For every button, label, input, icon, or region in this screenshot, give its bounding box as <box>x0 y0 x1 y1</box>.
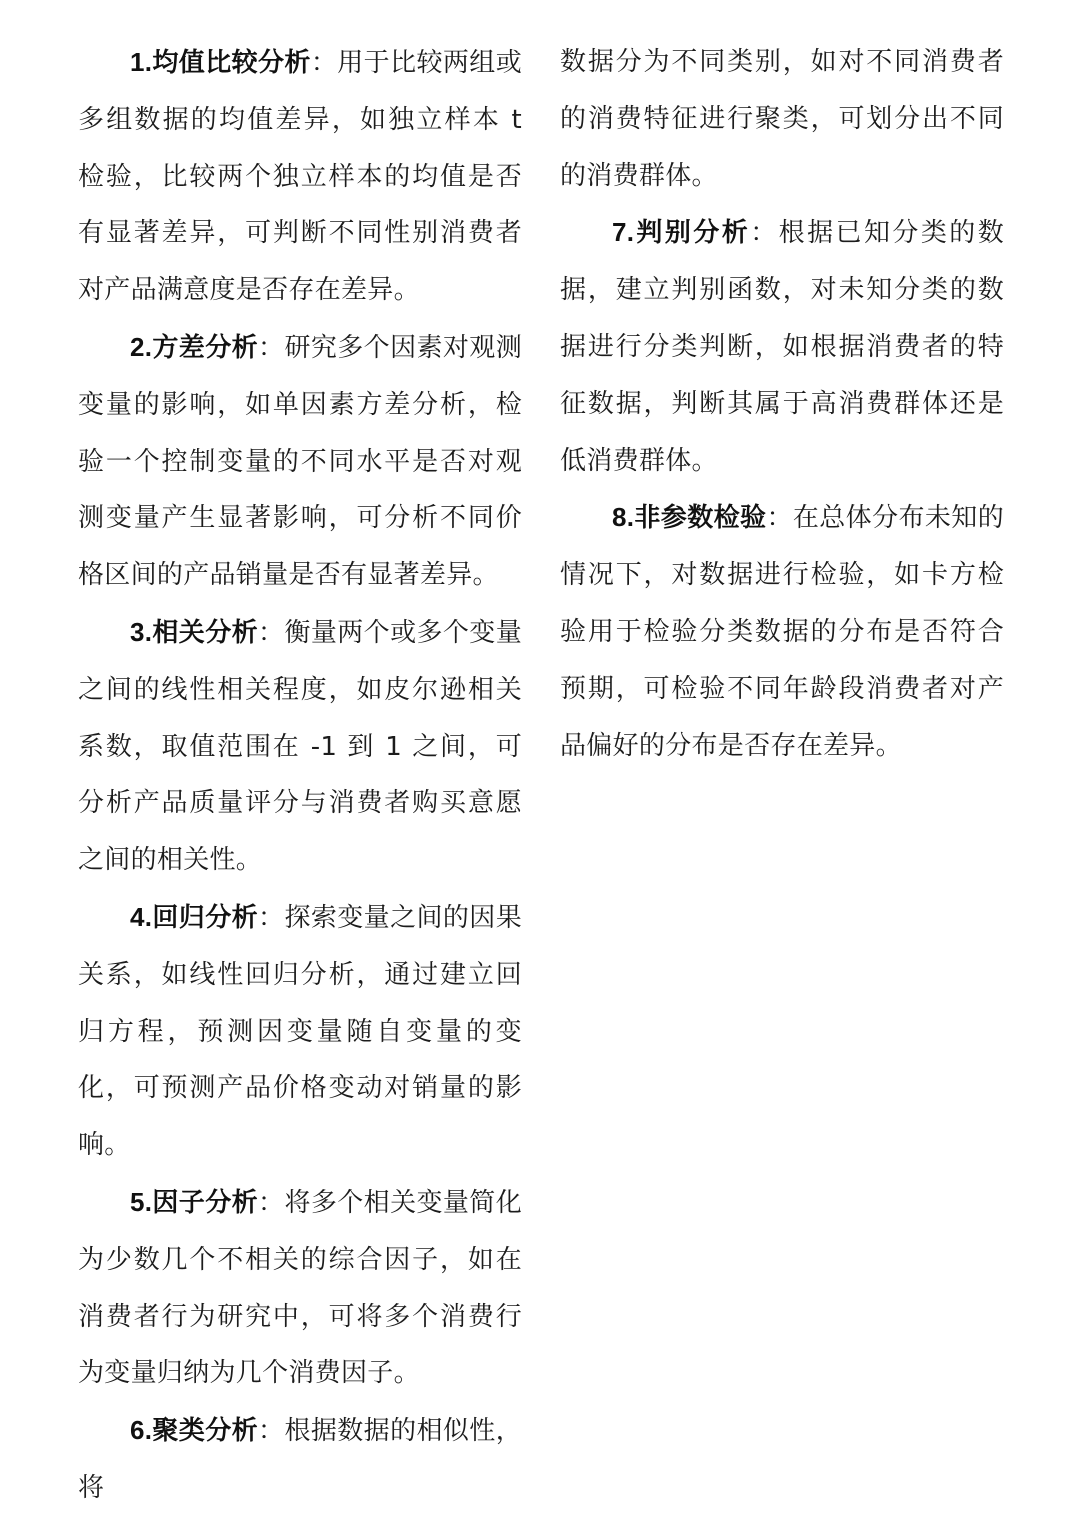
left-column <box>78 34 522 1517</box>
body-cluster: ：根据数据的相似性，将 <box>78 1416 522 1503</box>
term-mean-comparison: 1.均值比较分析 <box>130 47 311 77</box>
paragraph-anova <box>78 319 522 604</box>
body-factor: ：将多个相关变量简化为少数几个不相关的综合因子，如在消费者行为研究中，可将多个消费行为变量归纳为几个消费因子。 <box>78 1187 522 1389</box>
body-mean-comparison: ：用于比较两组或多组数据的均值差异，如独立样本 t 检验，比较两个独立样本的均值是否有显著差异，可判断不同性别消费者对产品满意度是否存在差异。 <box>78 48 522 306</box>
body-anova: ：研究多个因素对观测变量的影响，如单因素方差分析，检验一个控制变量的不同水平是否对观测变量产生显著影响，可分析不同价格区间的产品销量是否有显著差异。 <box>78 332 522 591</box>
paragraph-correlation <box>78 604 522 889</box>
term-correlation: 3.相关分析 <box>130 616 259 647</box>
term-anova: 2.方差分析 <box>130 331 259 362</box>
paragraph-nonparametric <box>560 489 1004 774</box>
paragraph-regression <box>78 889 522 1174</box>
paragraph-factor <box>78 1174 522 1402</box>
body-discriminant: ：根据已知分类的数据，建立判别函数，对未知分类的数据进行分类判断，如根据消费者的特征数据，判断其属于高消费群体还是低消费群体。 <box>560 218 1005 476</box>
paragraph-cluster <box>78 1402 522 1517</box>
body-nonparametric: ：在总体分布未知的情况下，对数据进行检验，如卡方检验用于检验分类数据的分布是否符合预期，可检验不同年龄段消费者对产品偏好的分布是否存在差异。 <box>560 503 1004 761</box>
paragraph-mean-comparison <box>78 34 522 319</box>
term-nonparametric: 8.非参数检验 <box>612 502 767 533</box>
body-correlation: ：衡量两个或多个变量之间的线性相关程度，如皮尔逊相关系数，取值范围在 -1 到 1 之间，可分析产品质量评分与消费者购买意愿之间的相关性。 <box>78 617 522 876</box>
term-regression: 4.回归分析 <box>130 901 259 932</box>
term-discriminant: 7.判别分析 <box>612 217 751 248</box>
body-regression: ：探索变量之间的因果关系，如线性回归分析，通过建立回归方程，预测因变量随自变量的变化，可预测产品价格变动对销量的影响。 <box>78 902 522 1161</box>
term-factor: 5.因子分析 <box>130 1186 259 1217</box>
body-cluster-continued: 数据分为不同类别，如对不同消费者的消费特征进行聚类，可划分出不同的消费群体。 <box>560 47 1004 191</box>
paragraph-discriminant <box>560 204 1004 489</box>
right-column <box>560 34 1004 774</box>
term-cluster: 6.聚类分析 <box>130 1415 259 1446</box>
paragraph-cluster-continued <box>560 34 1004 204</box>
